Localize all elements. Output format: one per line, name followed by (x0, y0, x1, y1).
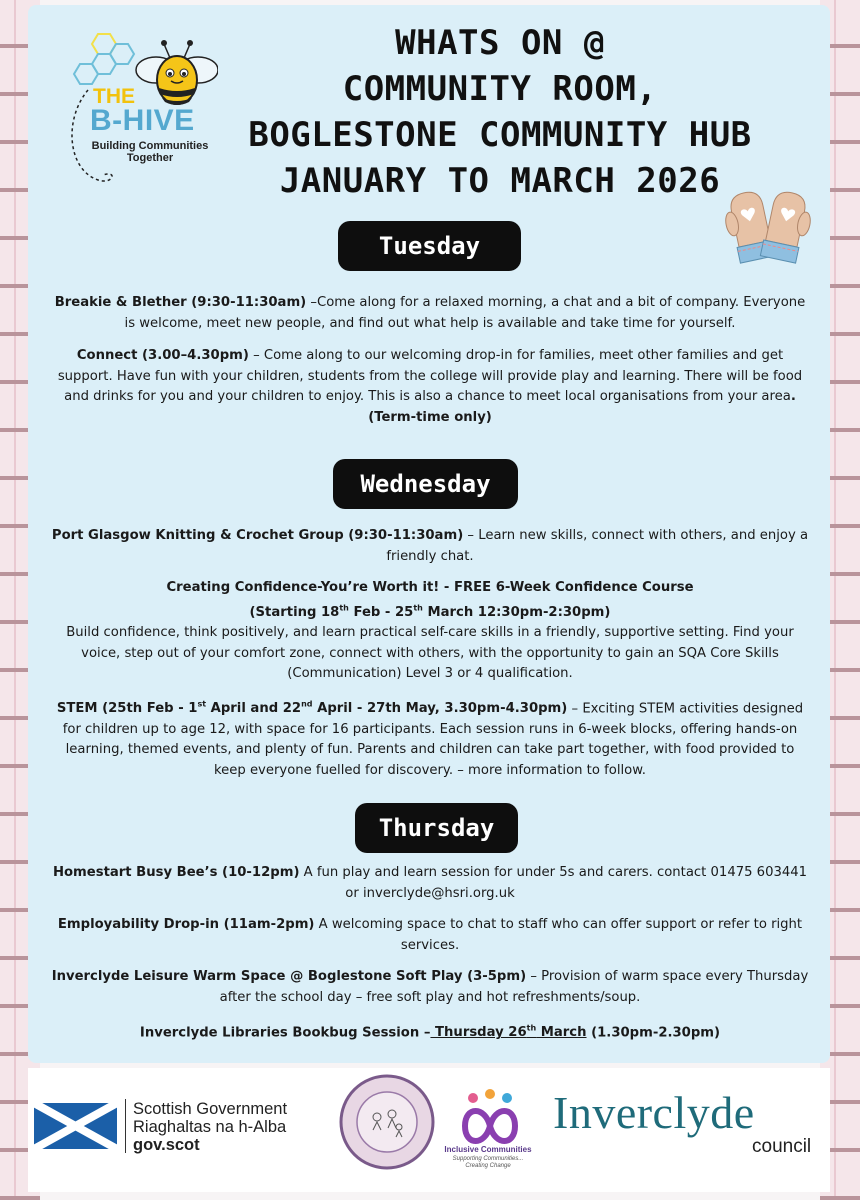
event-warm-space (48, 967, 812, 1008)
logo-tagline (90, 140, 210, 164)
title-line-1: WHATS ON @ (395, 23, 605, 63)
title-line-4: JANUARY TO MARCH 2026 (279, 161, 721, 201)
event-title: Employability Drop-in (11am-2pm) (57, 917, 315, 932)
event-description: A welcoming space to chat to staff who can offer support or refer to right services. (314, 917, 803, 953)
event-title: Inverclyde Libraries Bookbug Session – (139, 1025, 431, 1041)
event-bookbug (48, 1019, 812, 1044)
date-part: March 12:30pm-2:30pm) (422, 604, 611, 620)
event-time: (1.30pm-2.30pm) (586, 1025, 721, 1041)
event-title: Creating Confidence-You’re Worth it! - FREE 6-Week Confidence Course (166, 580, 694, 595)
title-part: April and 22 (206, 701, 302, 717)
title-line-2: COMMUNITY ROOM, (342, 69, 658, 109)
sg-name-gd: Riaghaltas na h-Alba (133, 1118, 287, 1136)
date-sup: th (339, 603, 349, 613)
event-description: – Come along to our welcoming drop-in for families, meet other families and get support. Have fun with your children, students from the college will provide play and learning. There will be food and drinks for you and your children to enjoy. This is also a chance to meet local organisations from your area (57, 348, 803, 404)
event-knitting (48, 526, 812, 567)
day-heading-thursday: Thursday (355, 803, 518, 853)
scottish-government-logo (133, 1100, 287, 1154)
day-heading-wednesday: Wednesday (333, 459, 518, 509)
title-part: STEM (25th Feb - 1 (56, 701, 198, 717)
logo-tagline-1: Building Communities (91, 140, 209, 152)
date-sup: th (413, 603, 423, 613)
event-title: Port Glasgow Knitting & Crochet Group (9:30-11:30am) (51, 528, 464, 543)
event-description: – Exciting STEM activities designed for children up to age 12, with space for 16 participants. Each session runs in 6-week blocks, offering hands-on learning, themed events, and plenty of fun. Parents and children can take part together, with food provided to keep everyone fuelled for discovery. – more information to follow. (62, 701, 804, 778)
event-title: Breakie & Blether (9:30-11:30am) (54, 295, 307, 310)
inverclyde-council-sub: council (752, 1136, 812, 1157)
logo-name: B-HIVE (90, 104, 195, 137)
event-stem (48, 695, 812, 781)
event-title (57, 701, 567, 716)
sg-name-en: Scottish Government (133, 1100, 288, 1118)
people-centred-logo-icon (337, 1072, 437, 1172)
title-line-3: BOGLESTONE COMMUNITY HUB (248, 115, 752, 155)
logo-the: THE (93, 85, 135, 108)
event-employability (48, 915, 812, 956)
mittens-icon (722, 186, 812, 276)
event-date (430, 1025, 586, 1040)
event-title: Inverclyde Leisure Warm Space @ Boglestone Soft Play (3-5pm) (51, 969, 527, 984)
event-note: . (Term-time only) (368, 389, 796, 425)
event-title: Homestart Busy Bee’s (10-12pm) (52, 865, 300, 880)
date-part: Feb - 25 (348, 604, 414, 620)
event-dates (250, 605, 611, 620)
event-description: –Come along for a relaxed morning, a chat and a bit of company. Everyone is welcome, meet new people, and find out what help is available and take time for yourself. (124, 295, 806, 331)
logo-tagline-2: Together (126, 152, 174, 164)
inverclyde-council-logo: Inverclyde (553, 1087, 755, 1138)
title-sup: st (197, 700, 207, 709)
event-description: – Provision of warm space every Thursday after the school day – free soft play and hot refreshments/soup. (219, 969, 809, 1005)
date-part: March (536, 1025, 587, 1041)
date-sup: th (526, 1024, 537, 1033)
event-connect (48, 346, 812, 428)
event-description: Build confidence, think positively, and learn practical self-care skills in a friendly, supportive setting. Find your voice, step out of your comfort zone, connect with others, with the opportunity to gain an SQA Core Skills (Communication) Level 3 or 4 qualification. (66, 625, 794, 682)
event-confidence-course (48, 578, 812, 685)
date-part: (Starting 18 (249, 604, 340, 620)
title-sup: nd (301, 700, 313, 709)
sg-divider (125, 1099, 126, 1153)
event-description: A fun play and learn session for under 5s and carers. contact 01475 603441 or inverclyde@hsri.org.uk (299, 865, 808, 901)
event-description: – Learn new skills, connect with others, and enjoy a friendly chat. (386, 528, 809, 564)
title-part: April - 27th May, 3.30pm-4.30pm) (312, 701, 568, 717)
sg-url: gov.scot (133, 1136, 200, 1154)
event-homestart (48, 863, 812, 904)
page-title (220, 20, 780, 204)
date-part: Thursday 26 (430, 1025, 527, 1041)
inclusive-communities-title: Inclusive Communities (444, 1145, 532, 1154)
day-heading-tuesday: Tuesday (338, 221, 521, 271)
saltire-flag-icon (34, 1103, 117, 1149)
inclusive-communities-tagline (441, 1156, 535, 1170)
tagline-line-1: Supporting Communities... (452, 1156, 524, 1162)
event-breakie-blether (48, 293, 812, 334)
event-title: Connect (3.00–4.30pm) (76, 348, 249, 363)
tagline-line-2: Creating Change (465, 1163, 511, 1169)
